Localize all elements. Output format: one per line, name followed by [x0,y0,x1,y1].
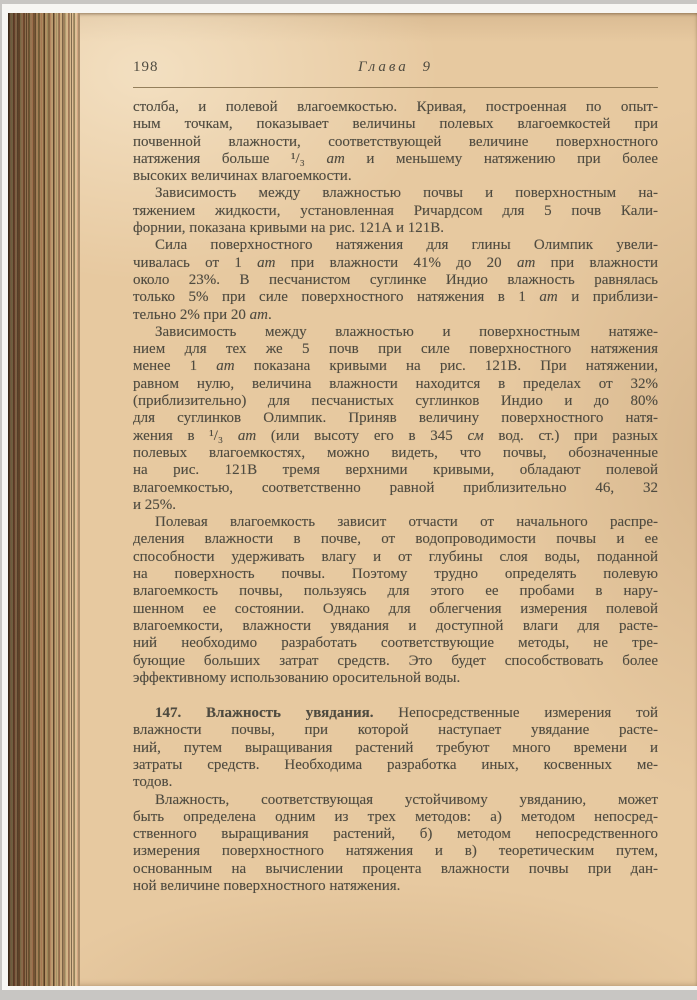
text-line: высоких величинах влагоемкости. [133,168,352,185]
text-line: эффективному использованию оросительной воды. [133,669,461,686]
text-line: полевых влагоемкостях, можно видеть, что почвы, обозначенные [133,444,658,461]
text-line: Зависимость между влажностью почвы и поверхностным на- [155,185,658,202]
page-header [133,59,658,78]
text-line: (приблизительно) для песчанистых суглинков Индио и до 80% [133,393,658,410]
text-line: быть определена одним из трех методов: а) методом непосред- [133,808,658,825]
text-line: почвенной влажности, соответствующей величине поверхностного [133,133,658,150]
book-page-edges [8,13,80,986]
header-rule [133,87,658,88]
text-line: ственного выращивания растений, б) методом непосредственного [133,826,658,843]
text-line: ний, путем выращивания растений требуют много времени и [133,739,658,756]
text-line: около 23%. В песчанистом суглинке Индио влажность равнялась [133,271,658,288]
text-line: Сила поверхностного натяжения для глины Олимпик увели- [155,237,658,254]
text-line: тяжением жидкости, установленная Ричардсом для 5 почв Кали- [133,202,658,219]
text-line: ний необходимо разработать соответствующие методы, не тре- [133,635,658,652]
text-line: ной величине поверхностного натяжения. [133,878,401,895]
text-line: менее 1 ат показана кривыми на рис. 121В. При натяжении, [133,358,658,375]
text-line: бующие больших затрат средств. Это будет способствовать более [133,652,658,669]
text-line: только 5% при силе поверхностного натяжения в 1 ат и приблизи- [133,289,658,306]
text-line: деления влажности в почве, от водопроводимости почвы и ее [133,531,658,548]
text-line: равном нулю, величина влажности находится в пределах от 32% [133,375,658,392]
text-line: на поверхность почвы. Поэтому трудно определять полевую [133,566,658,583]
text-line: влагоемкости, влажности увядания и доступной влаги для расте- [133,617,658,634]
text-line: способности удерживать влагу и от глубины слоя воды, поданной [133,548,658,565]
text-line: затраты средств. Необходима разработка иных, косвенных ме- [133,756,658,773]
text-line: нием для тех же 5 почв при силе поверхностного натяжения [133,341,658,358]
text-line: тодов. [133,774,173,791]
text-line: натяжения больше ¹/₃ ат и меньшему натяжению при более [133,150,658,167]
page-number: 198 [133,59,159,75]
text-line: влажности почвы, при которой наступает увядание расте- [133,722,658,739]
text-line: для суглинков Олимпик. Приняв величину поверхностного натя- [133,410,658,427]
text-line: форнии, показана кривыми на рис. 121А и 121В. [133,220,445,237]
text-line: основанным на вычислении процента влажности почвы при дан- [133,860,658,877]
book-page [8,13,697,986]
body-text [133,99,658,895]
text-line: и 25%. [133,496,177,513]
text-line: измерения поверхностного натяжения и в) теоретическим путем, [133,843,658,860]
text-line: Полевая влагоемкость зависит отчасти от начального распре- [155,514,658,531]
text-line: шенном ее состоянии. Однако для облегчения измерения полевой [133,600,658,617]
text-line: столба, и полевой влагоемкостью. Кривая, построенная по опыт- [133,99,658,115]
page-content [133,13,658,895]
text-line: 147. Влажность увядания. Непосредственные измерения той [155,705,658,722]
text-line: влагоемкость почвы, пользуясь для этого ее пробами в нару- [133,583,658,600]
text-line: жения в ¹/₃ ат (или высоту его в 345 см вод. ст.) при разных [133,427,658,444]
text-line: влагоемкостью, соответственно равной приблизительно 46, 32 [133,479,658,496]
text-line: Зависимость между влажностью и поверхностным натяже- [155,323,658,340]
text-line: чивалась от 1 ат при влажности 41% до 20 ат при влажности [133,254,659,271]
text-line: тельно 2% при 20 ат. [133,306,272,323]
chapter-title: Глава 9 [357,59,434,75]
text-line: Влажность, соответствующая устойчивому увяданию, может [155,791,658,808]
text-line: ным точкам, показывает величины полевых влагоемкостей при [133,116,658,133]
text-line: на рис. 121В тремя верхними кривыми, обладают полевой [133,462,658,479]
